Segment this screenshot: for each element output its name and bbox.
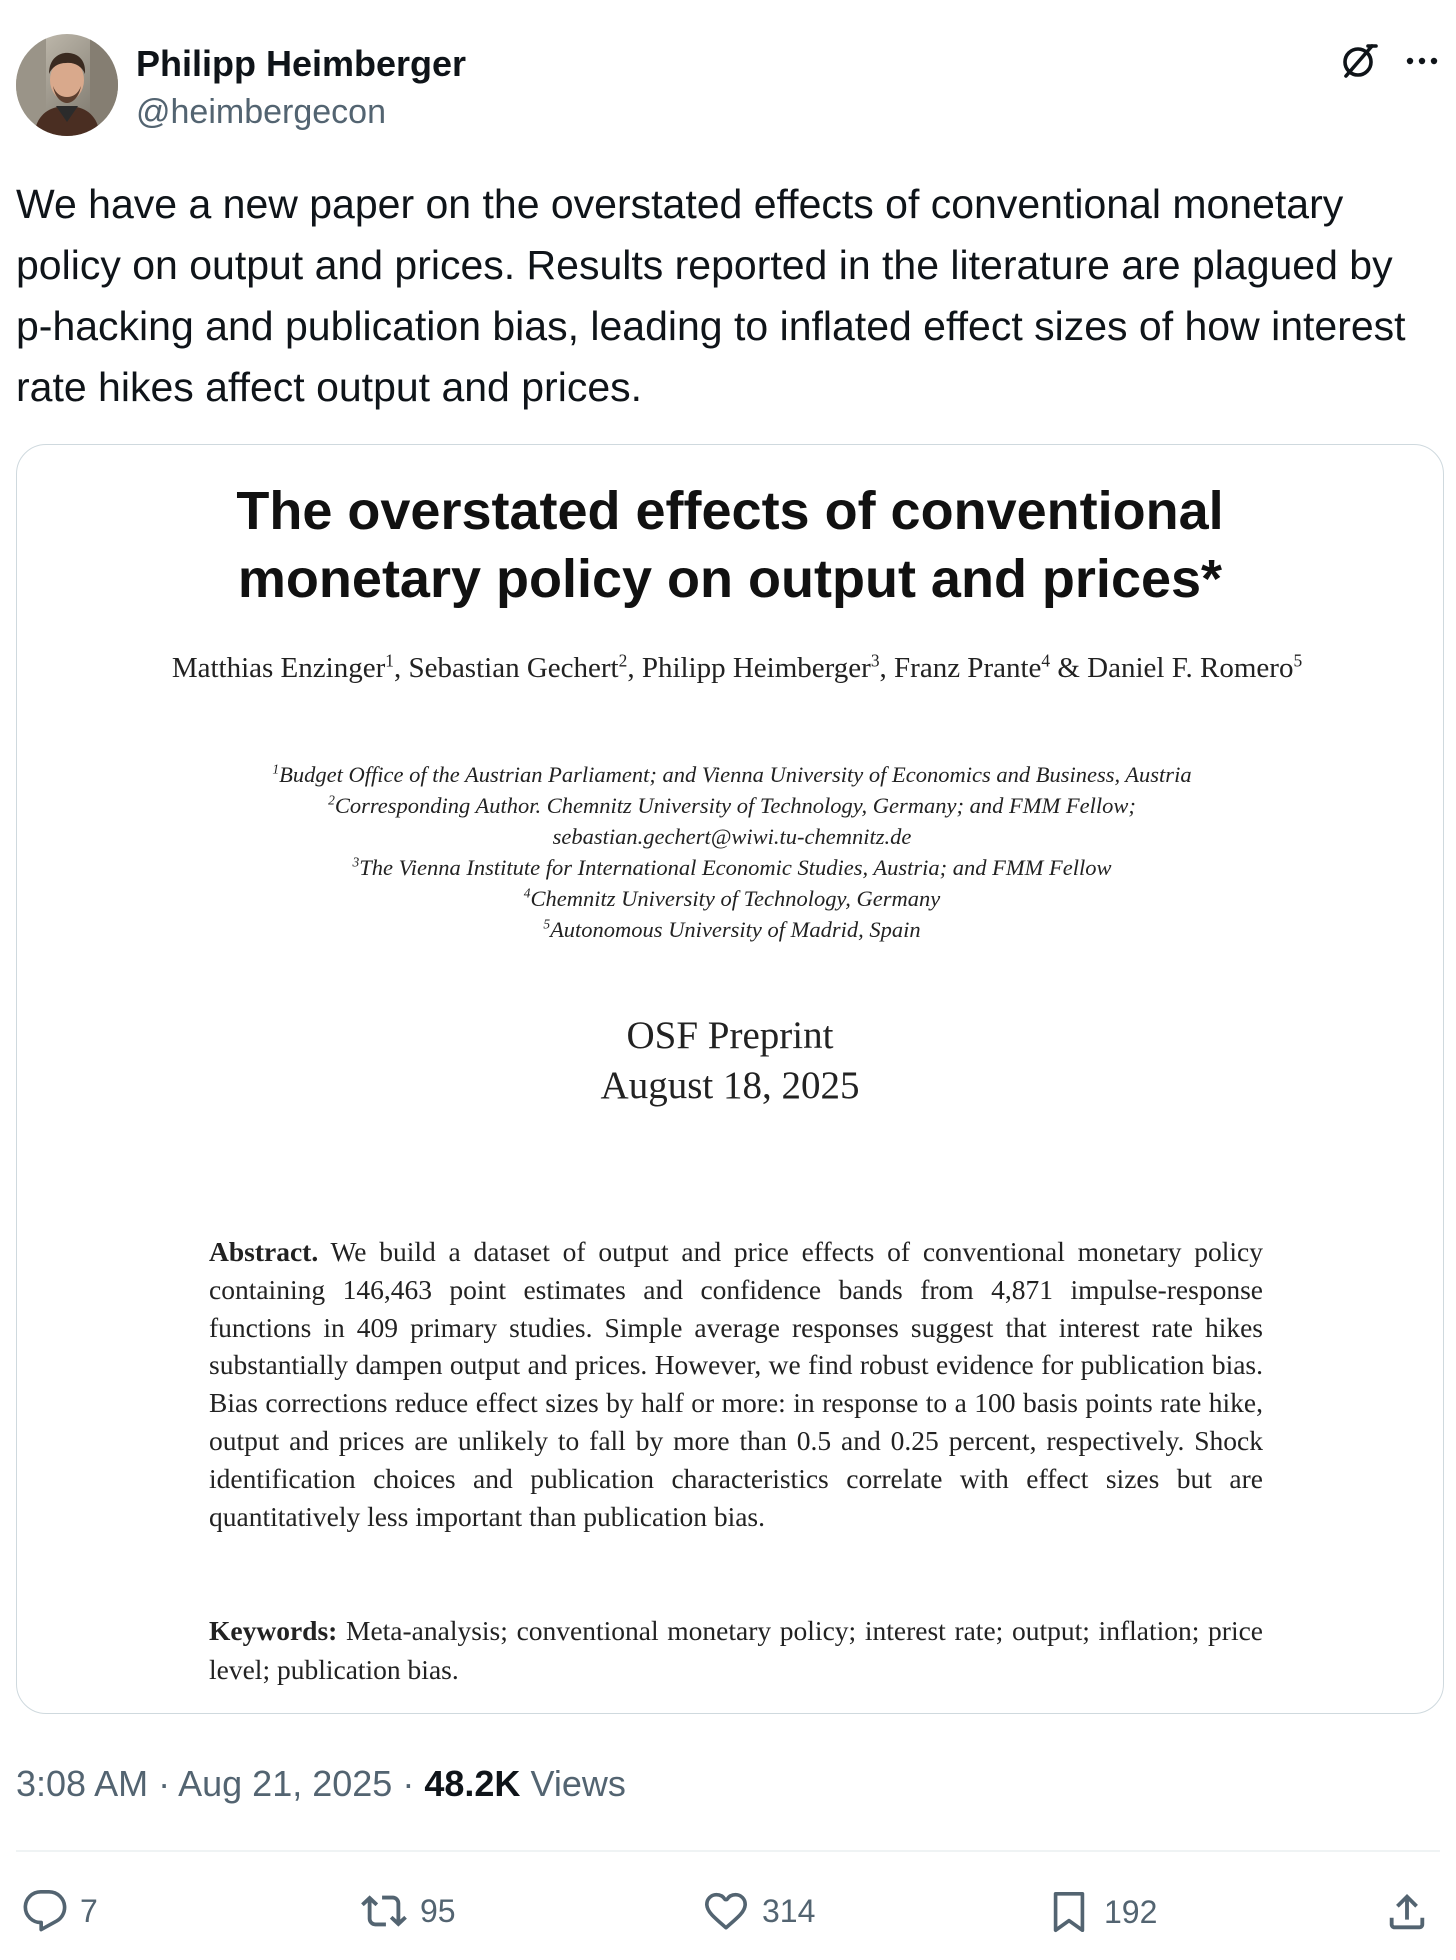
abstract-label: Abstract. (209, 1236, 319, 1267)
meta-separator: · (402, 1763, 415, 1804)
meta-separator: · (158, 1763, 171, 1804)
venue-name: OSF Preprint (626, 1014, 834, 1057)
attached-image[interactable] (16, 444, 1444, 1714)
paper-author: Matthias Enzinger$^1$, (171, 650, 409, 684)
abstract-text: We build a dataset of output and price effects of conventional monetary policy containing 146,463 point estimates and confidence bands from 4,871 impulse-response functions in 409 primary studies. Simple average responses suggest that interest rate hikes substantially dampen output and prices. However, we find robust evidence for publication bias. Bias corrections reduce effect sizes by half or more: in response to a 100 basis points rate hike, output and prices are unlikely to fall by more than 0.5 and 0.25 percent, respectively. Shock identification choices and publication characteristics correlate with effect sizes but are quantitatively less important than publication bias. (209, 1236, 1263, 1532)
reply-count: 7 (80, 1892, 98, 1929)
paper-abstract (209, 1233, 1263, 1535)
paper-first-page (17, 445, 1443, 1713)
affiliation: $^5$Autonomous University of Madrid, Spain (543, 916, 921, 942)
share-icon (1384, 1888, 1430, 1936)
paper-title-line: monetary policy on output and prices* (237, 549, 1223, 609)
grok-icon[interactable] (1338, 40, 1380, 82)
more-icon[interactable] (1404, 43, 1440, 79)
bookmark-count: 192 (1104, 1893, 1158, 1930)
action-bar (0, 1888, 1456, 1948)
affiliation: $^2$Corresponding Author. Chemnitz University of Technology, Germany; and FMM Fellow; (328, 792, 1136, 818)
bookmark-button[interactable] (1046, 1888, 1157, 1936)
tweet-date[interactable]: Aug 21, 2025 (178, 1763, 393, 1804)
paper-author: Philipp Heimberger$^3$, (641, 650, 895, 684)
paper-authors (127, 649, 1347, 687)
views-label: Views (530, 1763, 626, 1804)
like-button[interactable] (702, 1888, 815, 1934)
tweet-text: We have a new paper on the overstated effects of conventional monetary policy on output and prices. Results reported in the literature are plagued by p-hacking and publication bias, leading to inflated effect sizes of how interest rate hikes affect output and prices. (16, 181, 1406, 410)
paper-venue (17, 1011, 1443, 1111)
paper-keywords (209, 1611, 1263, 1689)
bookmark-icon (1046, 1888, 1092, 1936)
share-button[interactable] (1384, 1888, 1430, 1936)
keywords-text: Meta-analysis; conventional monetary policy; interest rate; output; inflation; price level; publication bias. (209, 1615, 1263, 1685)
tweet-meta (16, 1762, 626, 1806)
venue-date: August 18, 2025 (600, 1064, 860, 1107)
paper-title (17, 477, 1443, 613)
affiliation: $^1$Budget Office of the Austrian Parliament; and Vienna University of Economics and Business, Austria (272, 761, 1192, 787)
paper-title-line: The overstated effects of conventional (236, 481, 1224, 541)
tweet-header (16, 34, 1440, 144)
paper-author: Franz Prante$^4$ & (894, 650, 1088, 684)
display-name[interactable]: Philipp Heimberger (136, 43, 467, 84)
like-count: 314 (762, 1892, 816, 1929)
repost-count: 95 (420, 1892, 456, 1929)
like-icon (702, 1888, 750, 1934)
affiliation-email: sebastian.gechert@wiwi.tu-chemnitz.de (552, 824, 912, 849)
affiliation: $^3$The Vienna Institute for International Economic Studies, Austria; and FMM Fellow (352, 854, 1112, 880)
repost-button[interactable] (360, 1888, 456, 1934)
reply-button[interactable] (22, 1888, 98, 1934)
avatar[interactable] (16, 34, 118, 136)
repost-icon (360, 1888, 408, 1934)
affiliation: $^4$Chemnitz University of Technology, Germany (523, 885, 941, 911)
tweet-time[interactable]: 3:08 AM (16, 1763, 149, 1804)
paper-affiliations (107, 759, 1357, 945)
paper-author: Daniel F. Romero$^5$ (1087, 650, 1303, 684)
keywords-label: Keywords: (209, 1615, 338, 1646)
views-count: 48.2K (424, 1763, 521, 1804)
reply-icon (22, 1888, 68, 1934)
paper-author: Sebastian Gechert$^2$, (408, 650, 642, 684)
user-handle[interactable]: @heimbergecon (136, 93, 386, 131)
divider (16, 1850, 1440, 1852)
